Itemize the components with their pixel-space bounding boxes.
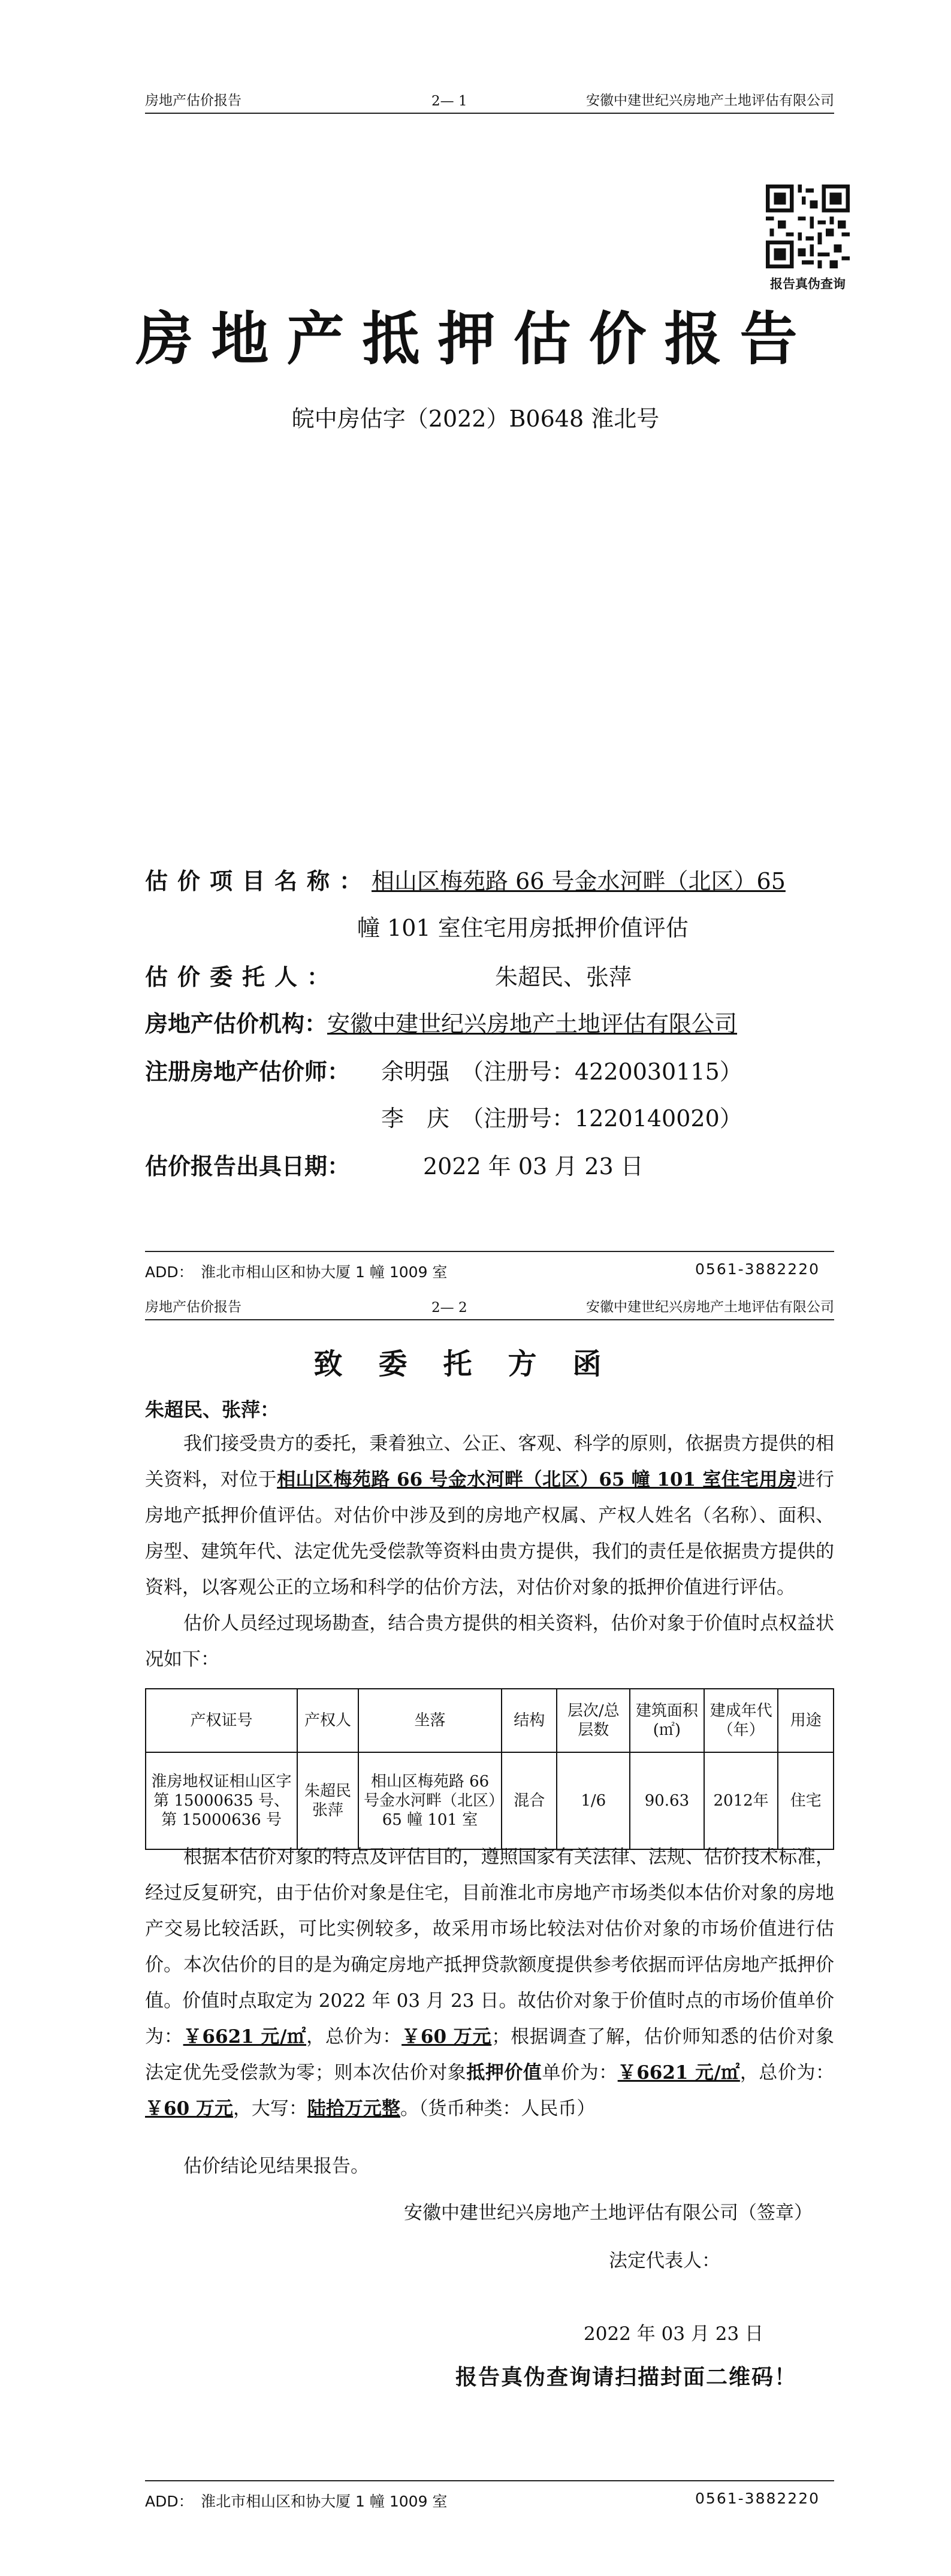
- footer-address: ADD： 淮北市相山区和协大厦 1 幢 1009 室: [145, 2493, 448, 2510]
- footer-phone: 0561-3882220: [695, 2490, 820, 2507]
- col-structure: 结构: [502, 1689, 557, 1752]
- addressee: 朱超民、张萍：: [145, 1398, 280, 1421]
- para4-text-a: 本次估价的目的是为确定房地产抵押贷款额度提供参考依据而评估房地产抵押价值。价值时点取定为 2022 年 03 月 23 日。故估价对象于价值时点的市场价值单价为：: [145, 1954, 834, 2048]
- header-doc-title: 房地产估价报告: [145, 93, 241, 108]
- para4-text-f: ，大写：: [233, 2098, 307, 2120]
- mortgage-amount-words: 陆拾万元整: [307, 2098, 400, 2120]
- report-title: 房地产抵押估价报告: [135, 305, 816, 373]
- cell-certificate: 淮房地权证相山区字第 15000635 号、第 15000636 号: [146, 1752, 297, 1849]
- company-signature: 安徽中建世纪兴房地产土地评估有限公司（签章）: [404, 2202, 813, 2224]
- para5-text: 估价结论见结果报告。: [183, 2155, 369, 2177]
- para2-text: 估价人员经过现场勘查，结合贵方提供的相关资料，估价对象于价值时点权益状况如下：: [145, 1613, 834, 1670]
- project-label: 估价项目名称：: [145, 867, 372, 894]
- letter-page: [0, 1288, 951, 2576]
- verification-note: 报告真伪查询请扫描封面二维码！: [455, 2365, 798, 2390]
- client-value: 朱超民、张萍: [495, 964, 632, 990]
- col-location: 坐落: [358, 1689, 502, 1752]
- letter-title: 致委托方函: [313, 1347, 638, 1381]
- cell-area: 90.63: [630, 1752, 704, 1849]
- page-header: [145, 1295, 834, 1320]
- col-year: 建成年代（年）: [704, 1689, 778, 1752]
- header-company: 安徽中建世纪兴房地产土地评估有限公司: [586, 93, 834, 108]
- table-row: [146, 1752, 834, 1849]
- cell-floor: 1/6: [557, 1752, 630, 1849]
- paragraph-4: [145, 1947, 834, 2127]
- appraiser-row: [145, 1053, 350, 1086]
- paragraph-1: [145, 1426, 834, 1606]
- cell-location: 相山区梅苑路 66 号金水河畔（北区）65 幢 101 室: [358, 1752, 502, 1849]
- qr-caption: 报告真伪查询: [770, 276, 846, 291]
- col-usage: 用途: [778, 1689, 834, 1752]
- col-area: 建筑面积(㎡): [630, 1689, 704, 1752]
- cell-owner: 朱超民 张萍: [297, 1752, 358, 1849]
- appraiser-2: 李 庆 （注册号：1220140020）: [381, 1105, 742, 1132]
- project-value-line2: 幢 101 室住宅用房抵押价值评估: [357, 915, 689, 941]
- date-row: [145, 1148, 350, 1181]
- table-header-row: [146, 1689, 834, 1752]
- appraiser-1: 余明强 （注册号：4220030115）: [381, 1059, 742, 1085]
- header-page-number: 2— 1: [431, 93, 467, 109]
- legal-representative-label: 法定代表人：: [609, 2250, 720, 2272]
- project-name-row-2: [357, 909, 689, 942]
- header-page-number: 2— 2: [431, 1300, 467, 1316]
- footer-address: ADD： 淮北市相山区和协大厦 1 幢 1009 室: [145, 1263, 448, 1281]
- page-header: [145, 89, 834, 114]
- client-row: [145, 959, 339, 991]
- para1-text-c: 进行房地产抵押价值评估。对估价中涉及到的房地产权属、产权人姓名（名称）、面积、房型、建筑年代、法定优先受偿款等资料由贵方提供，我们的责任是依据贵方提供的资料，以客观公正的立场和科学的估价方法，对估价对象的抵押价值进行评估。: [145, 1469, 835, 1598]
- header-doc-title: 房地产估价报告: [145, 1299, 241, 1315]
- client-label: 估价委托人：: [145, 963, 340, 990]
- date-label: 估价报告出具日期：: [145, 1153, 351, 1180]
- header-company: 安徽中建世纪兴房地产土地评估有限公司: [586, 1299, 834, 1315]
- para4-text-c: ；根据调查了解，估价师知悉的估价对象法定优先受偿款为零；则本次估价对象: [145, 2026, 835, 2084]
- market-unit-price: ￥6621 元/㎡: [183, 2026, 307, 2048]
- paragraph-5: [145, 2148, 834, 2184]
- para4-text-g: 。（货币种类：人民币）: [400, 2098, 596, 2120]
- project-name-row: [145, 863, 786, 896]
- mortgage-unit-price: ￥6621 元/㎡: [617, 2062, 740, 2084]
- para3-text: 根据本估价对象的特点及评估目的，遵照国家有关法律、法规、估价技术标准，经过反复研究，由于估价对象是住宅，目前淮北市房地产市场类似本估价对象的房地产交易比较活跃，可比实例较多，故采用市场比较法对估价对象的市场价值进行估价。: [145, 1846, 834, 1976]
- signature-date: 2022 年 03 月 23 日: [584, 2323, 764, 2345]
- property-address: 相山区梅苑路 66 号金水河畔（北区）65 幢 101 室住宅用房: [277, 1469, 797, 1490]
- qr-code-icon[interactable]: [766, 185, 850, 268]
- property-table: [145, 1688, 834, 1850]
- page-footer: [145, 1251, 834, 1281]
- para4-text-d: 单价为：: [542, 2062, 618, 2084]
- cell-year: 2012年: [704, 1752, 778, 1849]
- page-footer: [145, 2480, 834, 2510]
- market-total-price: ￥60 万元: [401, 2026, 492, 2048]
- cell-usage: 住宅: [778, 1752, 834, 1849]
- project-value-line1: 相山区梅苑路 66 号金水河畔（北区）65: [372, 868, 786, 894]
- agency-value: 安徽中建世纪兴房地产土地评估有限公司: [327, 1011, 738, 1037]
- para4-text-e: ，总价为：: [739, 2062, 834, 2084]
- col-floor: 层次/总层数: [557, 1689, 630, 1752]
- footer-phone: 0561-3882220: [695, 1260, 820, 1278]
- appraiser-label: 注册房地产估价师：: [145, 1058, 351, 1085]
- col-owner: 产权人: [297, 1689, 358, 1752]
- cell-structure: 混合: [502, 1752, 557, 1849]
- col-certificate: 产权证号: [146, 1689, 297, 1752]
- para1-text-a: 我们接受贵方的委托，秉着独立、公正、客观、科学的原则，依据贵方提供的相关资料，对位于: [145, 1433, 834, 1490]
- report-number: 皖中房估字（2022）B0648 淮北号: [291, 406, 660, 432]
- mortgage-total-price: ￥60 万元: [145, 2098, 233, 2120]
- paragraph-2: [145, 1606, 834, 1677]
- mortgage-label: 抵押价值: [466, 2062, 542, 2084]
- date-value: 2022 年 03 月 23 日: [423, 1153, 644, 1180]
- agency-label: 房地产估价机构：: [145, 1010, 328, 1037]
- agency-row: [145, 1005, 737, 1038]
- para4-text-b: ，总价为：: [306, 2026, 402, 2048]
